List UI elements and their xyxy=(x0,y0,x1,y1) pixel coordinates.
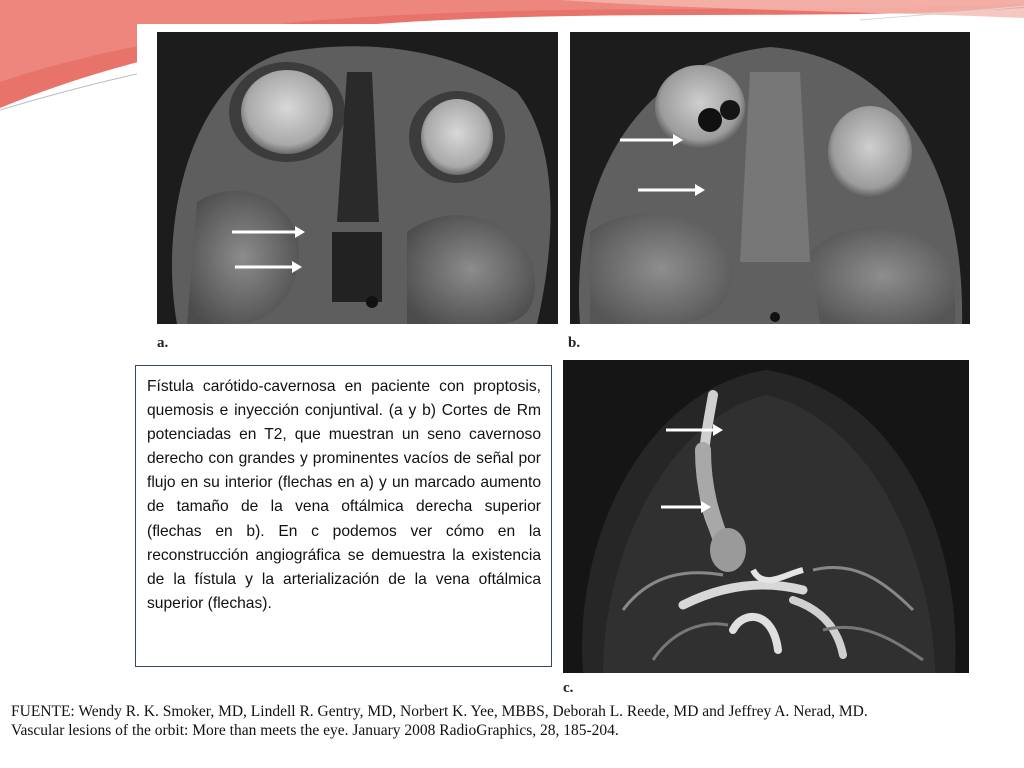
mri-image-a xyxy=(157,32,558,324)
image-label-a: a. xyxy=(157,335,169,351)
image-label-b: b. xyxy=(568,335,581,351)
caption-box xyxy=(135,365,552,667)
mri-image-c xyxy=(563,360,969,673)
source-citation xyxy=(11,702,1011,740)
caption-text: Fístula carótido-cavernosa en paciente con proptosis, quemosis e inyección conjuntival. (a y b) Cortes de Rm potenciadas en T2, que muestran un seno cavernoso derecho con grandes y prominentes vacíos de señal por flujo en su interior (flechas en a) y un marcado aumento de tamaño de la vena oftálmica derecha superior (flechas en b). En c podemos ver cómo en la reconstrucción angiográfica se demuestra la existencia de la fístula y la arterialización de la vena oftálmica superior (flechas). xyxy=(147,378,541,612)
source-line-1: FUENTE: Wendy R. K. Smoker, MD, Lindell R. Gentry, MD, Norbert K. Yee, MBBS, Deborah L. Reede, MD and Jeffrey A. Nerad, MD. xyxy=(11,703,868,720)
source-line-2: Vascular lesions of the orbit: More than meets the eye. January 2008 RadioGraphics, 28, 185-204. xyxy=(11,722,619,739)
image-label-c: c. xyxy=(563,680,574,696)
mri-image-b xyxy=(570,32,970,324)
